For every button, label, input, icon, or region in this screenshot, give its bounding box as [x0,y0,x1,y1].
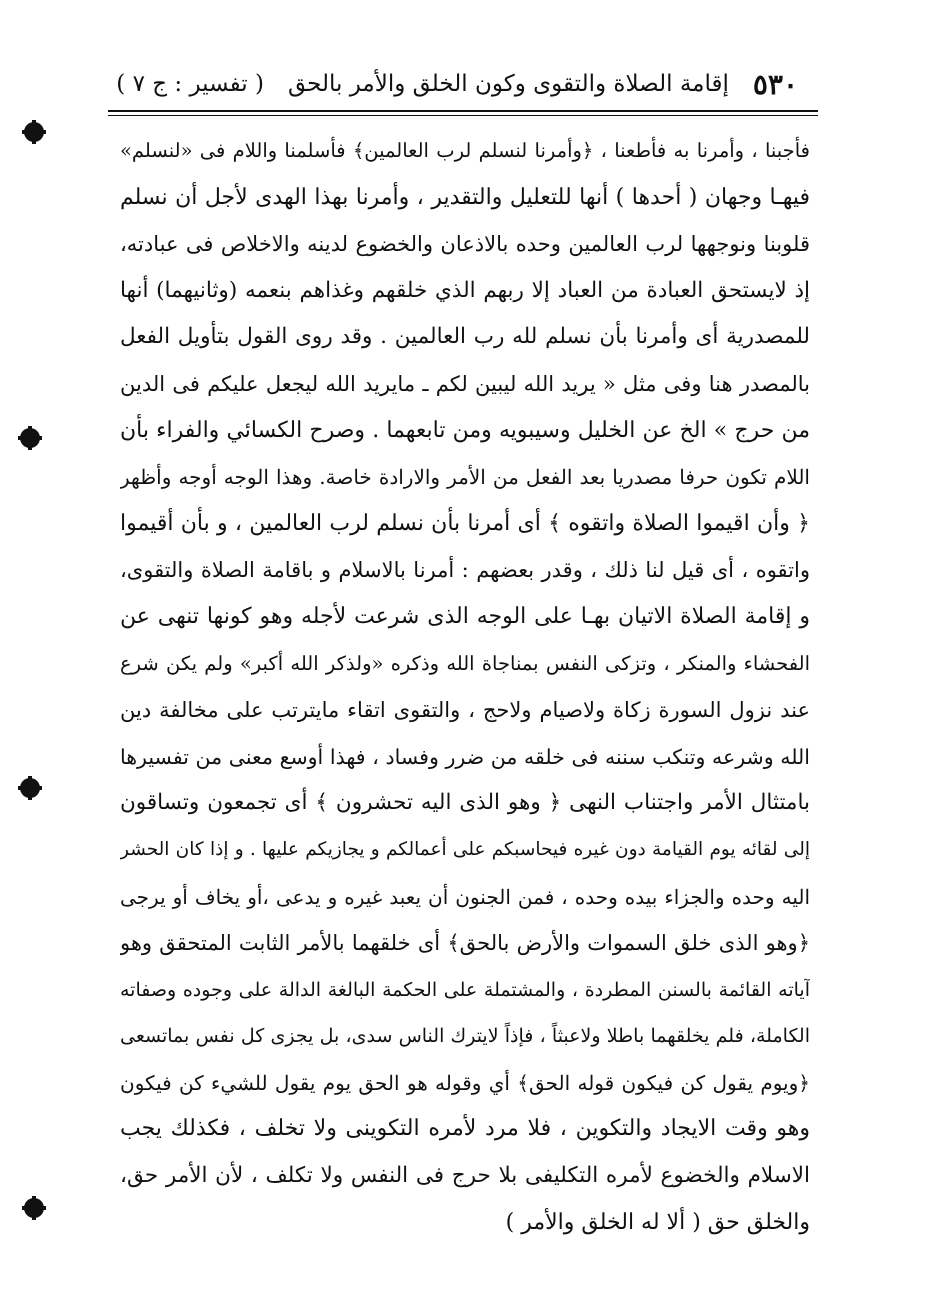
text-line: الاسلام والخضوع لأمره التكليفى بلا حرج فى النفس ولا تكلف ، لأن الأمر حق، [120,1163,810,1189]
text-line: و إقامة الصلاة الاتيان بهـا على الوجه الذى شرعت لأجله وهو كونها تنهى عن [120,603,810,629]
text-line: اليه وحده والجزاء بيده وحده ، فمن الجنون أن يعبد غيره و يدعى ،أو يخاف أو يرجى [120,884,810,909]
text-line: للمصدرية أى وأمرنا بأن نسلم لله رب العالمين . وقد روى القول بتأويل الفعل [120,324,810,350]
text-line: فأجبنا ، وأمرنا به فأطعنا ، ﴿وأمرنا لنسلم لرب العالمين﴾ فأسلمنا واللام فى «لنسلم» [120,139,810,162]
text-line: والخلق حق ( ألا له الخلق والأمر ) [505,1209,810,1235]
running-title: إقامة الصلاة والتقوى وكون الخلق والأمر بالحق [287,71,729,97]
text-line: آياته القائمة بالسنن المطردة ، والمشتملة على الحكمة البالغة الدالة على وجوده وصفاته [120,978,810,1001]
binding-hole-mark-icon [26,1200,42,1216]
text-body [120,128,810,1246]
text-line: إلى لقائه يوم القيامة دون غيره فيحاسبكم على أعمالكم و يجازيكم عليها . و إذا كان الحشر [120,838,810,860]
binding-hole-mark-icon [26,124,42,140]
page-number: ٥٣٠ [752,67,798,101]
header-rule [108,110,818,116]
text-line: الفحشاء والمنكر ، وتزكى النفس بمناجاة الله وذكره «ولذكر الله أكبر» ولم يكن شرع [120,651,810,675]
text-line: عند نزول السورة زكاة ولاصيام ولاحج ، والتقوى اتقاء مايترتب على مخالفة دين [120,698,810,723]
binding-hole-mark-icon [22,430,38,446]
section-reference: ( تفسير : ج ٧ ) [116,71,264,97]
page-header [110,62,798,106]
text-line: الكاملة، فلم يخلقهما باطلا ولاعبثاً ، فإذاً لايترك الناس سدى، بل يجزى كل نفس بماتسعى [120,1025,810,1048]
text-line: بامتثال الأمر واجتناب النهى ﴿ وهو الذى اليه تحشرون ﴾ أى تجمعون وتساقون [120,790,810,816]
text-line: بالمصدر هنا وفى مثل « يريد الله ليبين لكم ـ مايريد الله ليجعل عليكم فى الدين [120,371,810,396]
text-line: وهو وقت الايجاد والتكوين ، فلا مرد لأمره التكوينى ولا تخلف ، فكذلك يجب [120,1116,810,1142]
text-line: ﴿ وأن اقيموا الصلاة واتقوه ﴾ أى أمرنا بأن نسلم لرب العالمين ، و بأن أقيموا [120,510,810,536]
text-line: فيهـا وجهان ( أحدها ) أنها للتعليل والتقدير ، وأمرنا بهذا الهدى لأجل أن نسلم [120,184,810,210]
text-line: من حرج » الخ عن الخليل وسيبويه ومن تابعهما . وصرح الكسائي والفراء بأن [120,417,810,443]
text-line: قلوبنا ونوجهها لرب العالمين وحده بالاذعان والخضوع لدينه والاخلاص فى عبادته، [120,232,810,257]
text-line: اللام تكون حرفا مصدريا بعد الفعل من الأمر والارادة خاصة. وهذا الوجه أوجه وأظهر [120,465,810,490]
binding-hole-mark-icon [22,780,38,796]
text-line: ﴿وهو الذى خلق السموات والأرض بالحق﴾ أى خلقهما بالأمر الثابت المتحقق وهو [120,931,810,956]
text-line: إذ لايستحق العبادة من العباد إلا ربهم الذي خلقهم وغذاهم بنعمه (وثانيهما) أنها [120,277,810,303]
text-line: واتقوه ، أى قيل لنا ذلك ، وقدر بعضهم : أمرنا بالاسلام و باقامة الصلاة والتقوى، [120,558,810,583]
text-line: ﴿ويوم يقول كن فيكون قوله الحق﴾ أي وقوله هو الحق يوم يقول للشيء كن فيكون [120,1070,810,1095]
text-line: الله وشرعه وتنكب سننه فى خلقه من ضرر وفساد ، فهذا أوسع معنى من تفسيرها [120,744,810,769]
